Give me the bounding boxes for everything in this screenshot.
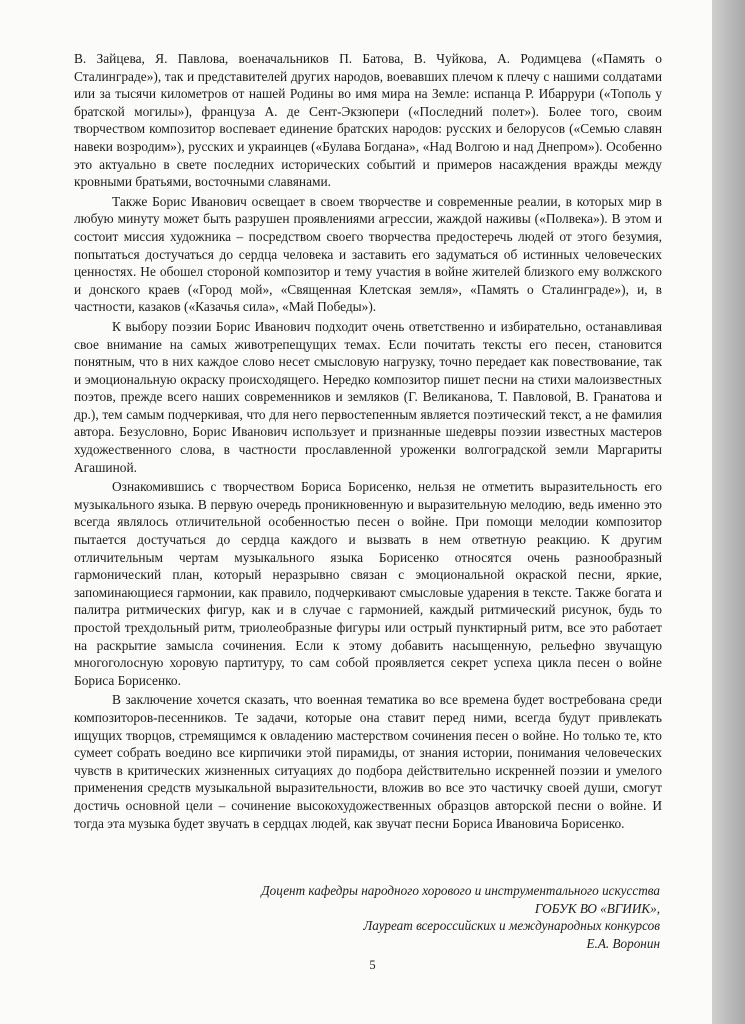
paragraph-conclusion: В заключение хочется сказать, что военная тематика во все времена будет востребована среди композиторов-песенников. Те задачи, которые она ставит перед ними, всегда будут привлекать ищущих творцов, стремящимся к овладению мастерством сочинения песен о войне. Но только те, кто сумеет собрать воедино все кирпичики этой пирамиды, от знания истории, понимания человеческих чувств в критических жизненных ситуациях до подбора действительно искренней поэзии и умелого применения средств музыкальной выразительности, вложив во все это частичку своей души, смогут достичь основной цели – сочинение высокохудожественных образцов авторской песни о войне. И тогда эта музыка будет звучать в сердцах людей, как звучат песни Бориса Ивановича Борисенко.: [74, 692, 662, 831]
signature-laureate: Лауреат всероссийских и международных конкурсов: [363, 918, 660, 933]
signature-author-name: Е.А. Воронин: [586, 935, 660, 951]
signature-institution: ГОБУК ВО «ВГИИК»,: [534, 900, 660, 916]
paragraph-poetry-choice: К выбору поэзии Борис Иванович подходит очень ответственно и избирательно, останавливая свое внимание на самых животрепещущих темах. Если почитать тексты его песен, становится понятным, что в них каждое слово несет смысловую нагрузку, точно передает как повествование, так и эмоциональную окраску происходящего. Нередко композитор пишет песни на стихи малоизвестных поэтов, прежде всего наших современников и земляков (Г. Великанова, Т. Павловой, В. Гранатова и др.), тем самым подчеркивая, что для него первостепенным является поэтический текст, а не фамилия автора. Безусловно, Борис Иванович использует и признанные шедевры поэзии известных мастеров художественного слова, в частности прославленной уроженки волгоградской земли Маргариты Агашиной.: [74, 318, 662, 475]
page-number-value: 5: [369, 958, 376, 972]
paragraph-modern-realities: Также Борис Иванович освещает в своем творчестве и современные реалии, в которых мир в любую минуту может быть разрушен проявлениями агрессии, жаждой наживы («Полвека»). В этом и состоит миссия художника – посредством своего творчества предостеречь людей от этого безумия, попытаться достучаться до сердца человека и заставить его задуматься об истинных человеческих ценностях. Не обошел стороной композитор и тему участия в войне жителей близкого ему волжского и донского краев («Город мой», «Священная Клетская земля», «Память о Сталинграде»), и, в частности, казаков («Казачья сила», «Май Победы»).: [74, 193, 662, 315]
author-signature-block: [100, 882, 660, 952]
paragraph-continuation: В. Зайцева, Я. Павлова, военачальников П. Батова, В. Чуйкова, А. Родимцева («Память о Сталинграде»), так и представителей других народов, воевавших плечом к плечу с нашими солдатами или за тысячи километров от нашей Родины во имя мира на Земле: испанца Р. Ибаррури («Тополь у братской могилы»), француза А. де Сент-Экзюпери («Последний полет»). Более того, своим творчеством композитор воспевает единение братских народов: русских и белорусов («Семью славян навеки возродим»), русских и украинцев («Булава Богдана», «Над Волгою и над Днепром»). Особенно это актуально в свете последних исторических событий и примеров насаждения вражды между кровными братьями, восточными славянами.: [74, 51, 662, 190]
scan-page-edge: [712, 0, 745, 1024]
paragraph-musical-language: Ознакомившись с творчеством Бориса Борисенко, нельзя не отметить выразительность его музыкального языка. В первую очередь проникновенную и выразительную мелодию, ведь именно это всегда являлось отличительной особенностью песен о войне. При помощи мелодии композитор пытается достучаться до сердца каждого и вызвать в нем ответную реакцию. К другим отличительным чертам музыкального языка Борисенко относятся очень разнообразный гармонический план, который неразрывно связан с эмоциональной окраской песни, яркие, запоминающиеся гармонии, как правило, подчеркивают смысловые ударения в тексте. Также богата и палитра ритмических фигур, как и в случае с гармонией, каждый ритмический рисунок, будь то простой трехдольный ритм, триолеобразные фигуры или острый пунктирный ритм, все это работает на раскрытие замысла сочинения. Если к этому добавить насыщенную, рельефно звучащую многоголосную хоровую партитуру, то сам собой проявляется секрет успеха цикла песен о войне Бориса Борисенко.: [74, 479, 662, 688]
body-text: [74, 50, 662, 834]
signature-position: Доцент кафедры народного хорового и инструментального искусства: [261, 883, 660, 898]
page-number: [0, 958, 745, 973]
